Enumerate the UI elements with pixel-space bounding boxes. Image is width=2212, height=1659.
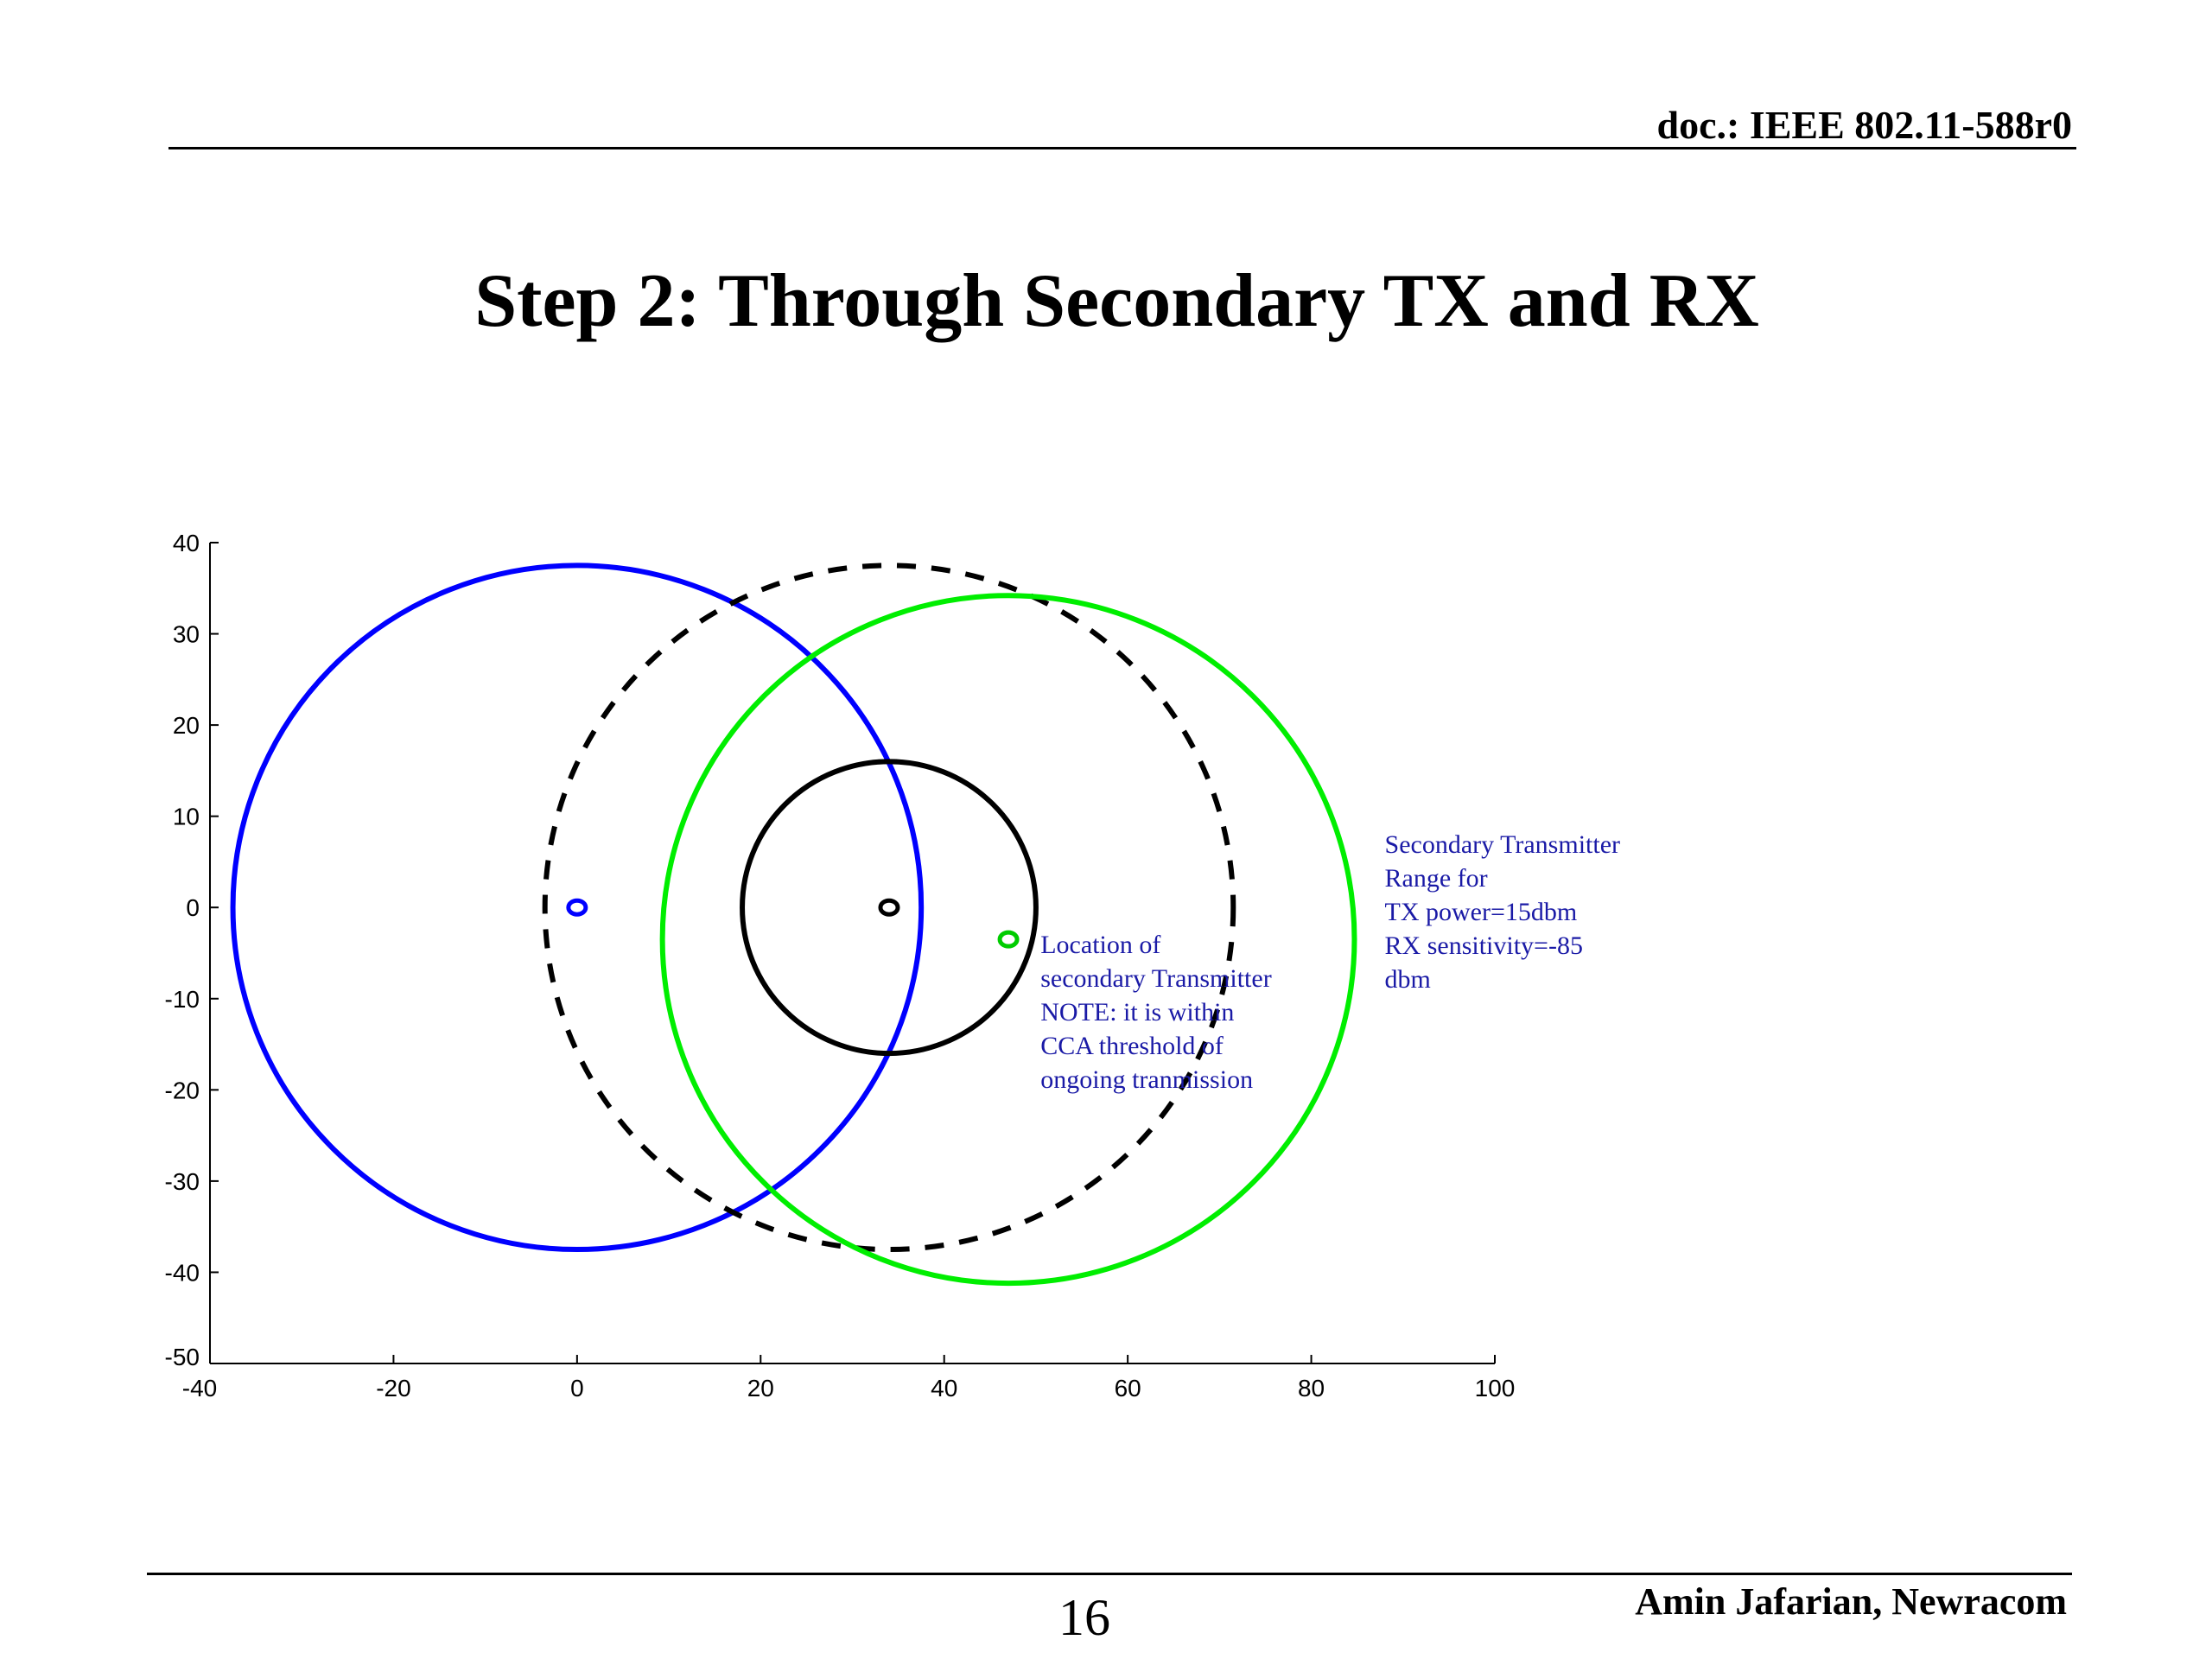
chart-axes (165, 530, 1516, 1402)
x-tick-label: 80 (1297, 1375, 1325, 1402)
x-tick-label: 100 (1474, 1375, 1516, 1402)
x-tick-label: 0 (570, 1375, 584, 1402)
y-tick-label: 0 (186, 894, 200, 922)
document-id: doc.: IEEE 802.11-588r0 (1656, 103, 2072, 147)
node-marker (569, 900, 586, 914)
node-marker (1000, 932, 1017, 946)
x-tick-label: 60 (1114, 1375, 1141, 1402)
annotation-line: NOTE: it is within (1040, 998, 1235, 1027)
author-credit: Amin Jafarian, Newracom (1635, 1580, 2067, 1623)
x-tick-label: -40 (181, 1375, 218, 1402)
y-tick-label: -20 (164, 1077, 200, 1104)
y-tick-label: -30 (164, 1167, 200, 1195)
y-tick-label: -50 (164, 1344, 200, 1370)
y-tick-label: 10 (172, 803, 200, 830)
annotation-text (1385, 830, 1620, 994)
node-marker (880, 900, 898, 914)
annotation-line: dbm (1384, 964, 1431, 994)
y-tick-label: -40 (164, 1259, 200, 1287)
annotation-line: Range for (1384, 863, 1488, 893)
slide-title: Step 2: Through Secondary TX and RX (474, 259, 1759, 343)
chart-annotations (1040, 830, 1620, 1094)
x-tick-label: 40 (931, 1375, 958, 1402)
range-circle (233, 565, 922, 1249)
y-tick-label: 20 (172, 712, 200, 740)
chart-series (233, 565, 1355, 1283)
annotation-line: ongoing tranmission (1040, 1065, 1254, 1094)
range-circle (742, 761, 1036, 1053)
annotation-line: Location of (1040, 931, 1161, 959)
x-tick-label: 20 (747, 1375, 774, 1402)
y-tick-label: -10 (164, 985, 200, 1013)
range-circle (663, 595, 1355, 1283)
annotation-line: TX power=15dbm (1384, 897, 1578, 926)
dashed-range-circle (545, 565, 1234, 1249)
footer-rule (147, 1573, 2072, 1575)
annotation-line: Secondary Transmitter (1384, 830, 1621, 859)
x-tick-label: -20 (376, 1375, 411, 1402)
annotation-line: RX sensitivity=-85 (1384, 931, 1583, 960)
y-tick-label: 40 (172, 530, 200, 556)
y-tick-label: 30 (172, 620, 200, 648)
annotation-text (1040, 931, 1271, 1094)
annotation-line: secondary Transmitter (1040, 964, 1272, 993)
annotation-line: CCA threshold of (1040, 1032, 1224, 1060)
page-number: 16 (1058, 1589, 1110, 1646)
